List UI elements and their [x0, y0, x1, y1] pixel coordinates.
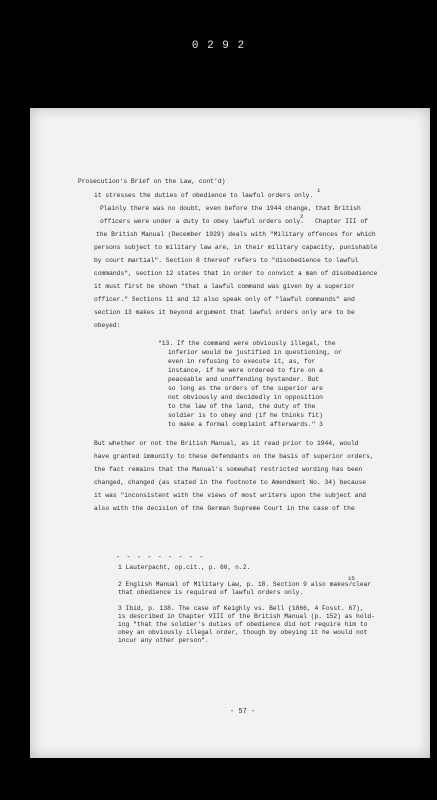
- page-number: - 57 -: [230, 708, 256, 716]
- quote-line-9: soldier is to obey and (if he thinks fit): [168, 412, 323, 419]
- footnote-1: 1 Lauterpacht, op.cit., p. 60, n.2.: [118, 564, 251, 571]
- body-line-6: by court martial". Section 8 thereof refers to "disobedience to lawful: [94, 257, 359, 264]
- body-line-4: the British Manual (December 1929) deals with "Military offences for which: [96, 231, 376, 238]
- body-line-9: officer." Sections 11 and 12 also speak only of "lawful commands" and: [94, 296, 355, 303]
- body-line-13: have granted immunity to these defendants on the basis of superior orders,: [94, 453, 374, 460]
- body-line-5: persons subject to military law are, in their military capacity, punishable: [94, 244, 378, 251]
- quote-line-10: to make a formal complaint afterwards." 3: [168, 421, 323, 428]
- body-line-10: section 13 makes it beyond argument that lawful orders only are to be: [94, 309, 355, 316]
- footnote-ref-1: 1: [317, 187, 321, 194]
- body-line-14: the fact remains that the Manual's somewhat restricted wording has been: [94, 466, 363, 473]
- footnote-2a: 2 English Manual of Military Law, p. 18. Section 9 also makes/clear: [118, 581, 372, 588]
- body-line-12: But whether or not the British Manual, as it read prior to 1944, would: [94, 440, 359, 447]
- footnote-3c: ing "that the soldier's duties of obedience did not require him to: [118, 621, 368, 628]
- body-line-2: Plainly there was no doubt, even before the 1944 change, that British: [100, 205, 361, 212]
- quote-line-6: so long as the orders of the superior are: [168, 385, 323, 392]
- footnote-3a: 3 Ibid, p. 138. The case of Keighly vs. Bell (1866, 4 Fosst. 67),: [118, 605, 364, 612]
- section-heading: Prosecution's Brief on the Law, cont'd): [78, 178, 226, 185]
- body-line-15: changed, changed (as stated in the footnote to Amendment No. 34) because: [94, 479, 367, 486]
- quote-line-8: to the law of the land, the duty of the: [168, 403, 316, 410]
- footnote-2b: that obedience is required of lawful orders only.: [118, 589, 304, 596]
- quote-line-1: "13. If the command were obviously illegal, the: [158, 340, 336, 347]
- footnote-ref-15: 15: [348, 575, 355, 582]
- body-line-11: obeyed:: [94, 322, 121, 329]
- footnote-3d: obey an obviously illegal order, though by obeying it he would not: [118, 629, 368, 636]
- body-line-3: officers were under a duty to obey lawful orders only.: [100, 218, 305, 225]
- quote-line-7: not obviously and decidedly in opposition: [168, 394, 323, 401]
- footnote-3b: is described in Chapter VIII of the British Manual (p. 152) as hold-: [118, 613, 375, 620]
- body-line-16: it was "inconsistent with the views of most writers upon the subject and: [94, 492, 367, 499]
- quote-line-2: inferior would be justified in questioning, or: [168, 349, 342, 356]
- footnote-3e: incur any other person".: [118, 637, 209, 644]
- body-line-8: it must first be shown "that a lawful command was given by a superior: [94, 283, 355, 290]
- quote-line-4: instance, if he were ordered to fire on a: [168, 367, 323, 374]
- quote-line-5: peaceable and unoffending bystander. But: [168, 376, 320, 383]
- body-line-3b: Chapter III of: [315, 218, 368, 225]
- quote-line-3: even in refusing to execute it, as, for: [168, 358, 316, 365]
- archive-stamp: 0 2 9 2: [191, 40, 246, 52]
- footnote-divider: - - - - - - - - -: [116, 554, 205, 562]
- body-line-1: it stresses the duties of obedience to lawful orders only.: [94, 192, 314, 199]
- body-line-17: also with the decision of the German Supreme Court in the case of the: [94, 505, 355, 512]
- document-page: [30, 108, 430, 758]
- body-line-7: commands", section 12 states that in order to convict a man of disobedience: [94, 270, 378, 277]
- footnote-ref-2: 2: [300, 213, 304, 220]
